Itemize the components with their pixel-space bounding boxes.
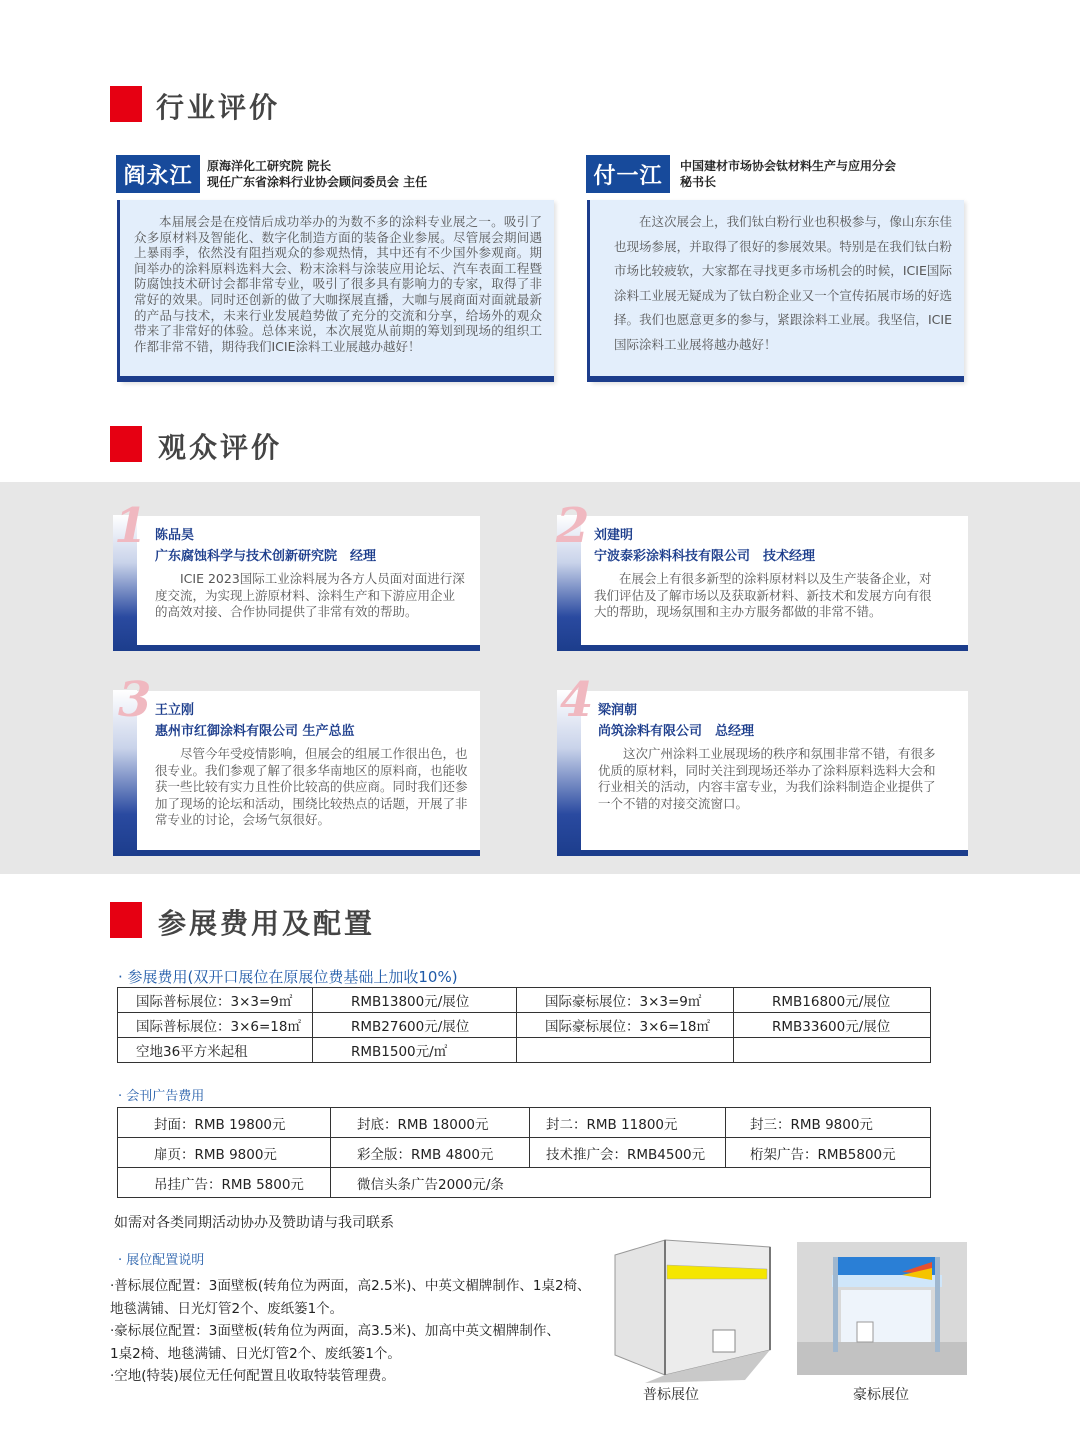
card-number: 4 [560, 672, 594, 728]
expert-name-badge: 阎永江 [116, 155, 200, 193]
table-cell: 国际普标展位：3×3=9㎡ [118, 988, 313, 1013]
table-cell: 封底：RMB 18000元 [331, 1108, 530, 1138]
table-cell: RMB16800元/展位 [734, 988, 931, 1013]
ads-heading: · 会刊广告费用 [118, 1089, 205, 1104]
table-cell: RMB27600元/展位 [313, 1013, 517, 1038]
card-number: 3 [118, 672, 152, 728]
section-marker [110, 86, 142, 122]
table-cell: 封面：RMB 19800元 [118, 1108, 331, 1138]
section-marker [110, 426, 142, 462]
audience-quote: 在展会上有很多新型的涂料原材料以及生产装备企业，对我们评估及了解市场以及获取新材料、新技术和发展方向有很大的帮助，现场氛围和主办方服务都做的非常不错。 [594, 571, 932, 619]
table-cell [517, 1038, 734, 1063]
table-cell: RMB1500元/㎡ [313, 1038, 517, 1063]
table-cell: 扉页：RMB 9800元 [118, 1138, 331, 1168]
table-cell: 桁架广告：RMB5800元 [726, 1138, 931, 1168]
audience-company: 惠州市红御涂料有限公司 生产总监 [155, 724, 355, 739]
audience-name: 刘建明 [594, 528, 634, 543]
table-cell: RMB13800元/展位 [313, 988, 517, 1013]
table-cell: 彩全版：RMB 4800元 [331, 1138, 530, 1168]
table-cell: RMB33600元/展位 [734, 1013, 931, 1038]
table-cell: 空地36平方米起租 [118, 1038, 313, 1063]
table-cell: 封三：RMB 9800元 [726, 1108, 931, 1138]
standard-booth-image [605, 1235, 780, 1385]
expert-quote: 本届展会是在疫情后成功举办的为数不多的涂料专业展之一。吸引了众多原材料及智能化、数字化制造方面的装备企业参展。尽管展会期间遇上暴雨季，依然没有阻挡观众的参观热情，其中还有不少国外参观商。期间举办的涂料原料选料大会、粉末涂料与涂装应用论坛、汽车表面工程暨防腐蚀技术研讨会都非常专业，吸引了很多具有影响力的专家，取得了非常好的效果。同时还创新的做了大咖探展直播，大咖与展商面对面就最新的产品与技术，未来行业发展趋势做了充分的交流和分享，给场外的观众带来了非常好的体验。总体来说，本次展览从前期的筹划到现场的组织工作都非常不错，期待我们ICIE涂料工业展越办越好！ [134, 214, 542, 354]
audience-quote: 这次广州涂料工业展现场的秩序和氛围非常不错，有很多优质的原材料，同时关注到现场还举办了涂料原料选料大会和行业相关的活动，内容丰富专业，为我们涂料制造企业提供了一个不错的对接交流窗口。 [598, 746, 936, 811]
expert-name-badge: 付一江 [586, 155, 670, 193]
expert-title: 中国建材市场协会钛材料生产与应用分会 秘书长 [680, 159, 897, 189]
audience-quote: 尽管今年受疫情影响，但展会的组展工作很出色，也很专业。我们参观了解了很多华南地区的原料商，也能收获一些比较有实力且性价比较高的供应商。同时我们还参加了现场的论坛和活动，围绕比较热点的话题，开展了非常专业的讨论，会场气氛很好。 [155, 746, 468, 827]
fees-heading: · 参展费用(双开口展位在原展位费基础上加收10%) [118, 968, 458, 986]
audience-quote: ICIE 2023国际工业涂料展为各方人员面对面进行深度交流，为实现上游原材料、涂料生产和下游应用企业的高效对接、合作协同提供了非常有效的帮助。 [155, 571, 465, 619]
table-cell: 国际豪标展位：3×3=9㎡ [517, 988, 734, 1013]
contact-note: 如需对各类同期活动协办及赞助请与我司联系 [114, 1215, 394, 1231]
table-cell: 国际普标展位：3×6=18㎡ [118, 1013, 313, 1038]
expert-quote: 在这次展会上，我们钛白粉行业也积极参与，像山东东佳也现场参展，并取得了很好的参展效果。特别是在我们钛白粉市场比较疲软，大家都在寻找更多市场机会的时候，ICIE国际涂料工业展无疑成为了钛白粉企业又一个宣传拓展市场的好选择。我们也愿意更多的参与，紧跟涂料工业展。我坚信，ICIE国际涂料工业展将越办越好！ [614, 214, 952, 352]
deluxe-booth-image [797, 1242, 967, 1375]
table-cell: 技术推广会：RMB4500元 [530, 1138, 726, 1168]
table-cell: 吊挂广告：RMB 5800元 [118, 1168, 331, 1198]
config-heading: · 展位配置说明 [118, 1253, 205, 1268]
config-description: ·普标展位配置：3面壁板(转角位为两面，高2.5米)、中英文楣牌制作、1桌2椅、 地毯满铺、日光灯管2个、废纸篓1个。 ·豪标展位配置：3面壁板(转角位为两面，高3.5米)、加高中英文楣牌制作、 1桌2椅、地毯满铺、日光灯管2个、废纸篓1个。 ·空地(特装)展位无任何配置且收取特装管理费。 [110, 1278, 591, 1384]
audience-company: 尚筑涂料有限公司 总经理 [598, 724, 755, 739]
fees-table [117, 987, 931, 1063]
card-number: 1 [114, 498, 148, 554]
audience-company: 宁波泰彩涂料科技有限公司 技术经理 [594, 549, 816, 564]
table-cell: 国际豪标展位：3×6=18㎡ [517, 1013, 734, 1038]
section-title-fees: 参展费用及配置 [158, 907, 376, 940]
section-marker [110, 902, 142, 938]
section-title-industry: 行业评价 [156, 91, 281, 124]
audience-company: 广东腐蚀科学与技术创新研究院 经理 [155, 549, 377, 564]
card-number: 2 [556, 498, 590, 554]
audience-name: 梁润朝 [598, 703, 638, 718]
audience-name: 王立刚 [155, 703, 195, 718]
audience-name: 陈品昊 [155, 528, 195, 543]
table-cell [734, 1038, 931, 1063]
table-cell: 封二：RMB 11800元 [530, 1108, 726, 1138]
deluxe-booth-caption: 豪标展位 [853, 1387, 909, 1403]
ads-table [117, 1107, 931, 1198]
section-title-audience: 观众评价 [158, 431, 283, 464]
expert-title: 原海洋化工研究院 院长 现任广东省涂料行业协会顾问委员会 主任 [207, 159, 428, 189]
table-cell: 微信头条广告2000元/条 [331, 1168, 931, 1198]
standard-booth-caption: 普标展位 [643, 1387, 699, 1403]
